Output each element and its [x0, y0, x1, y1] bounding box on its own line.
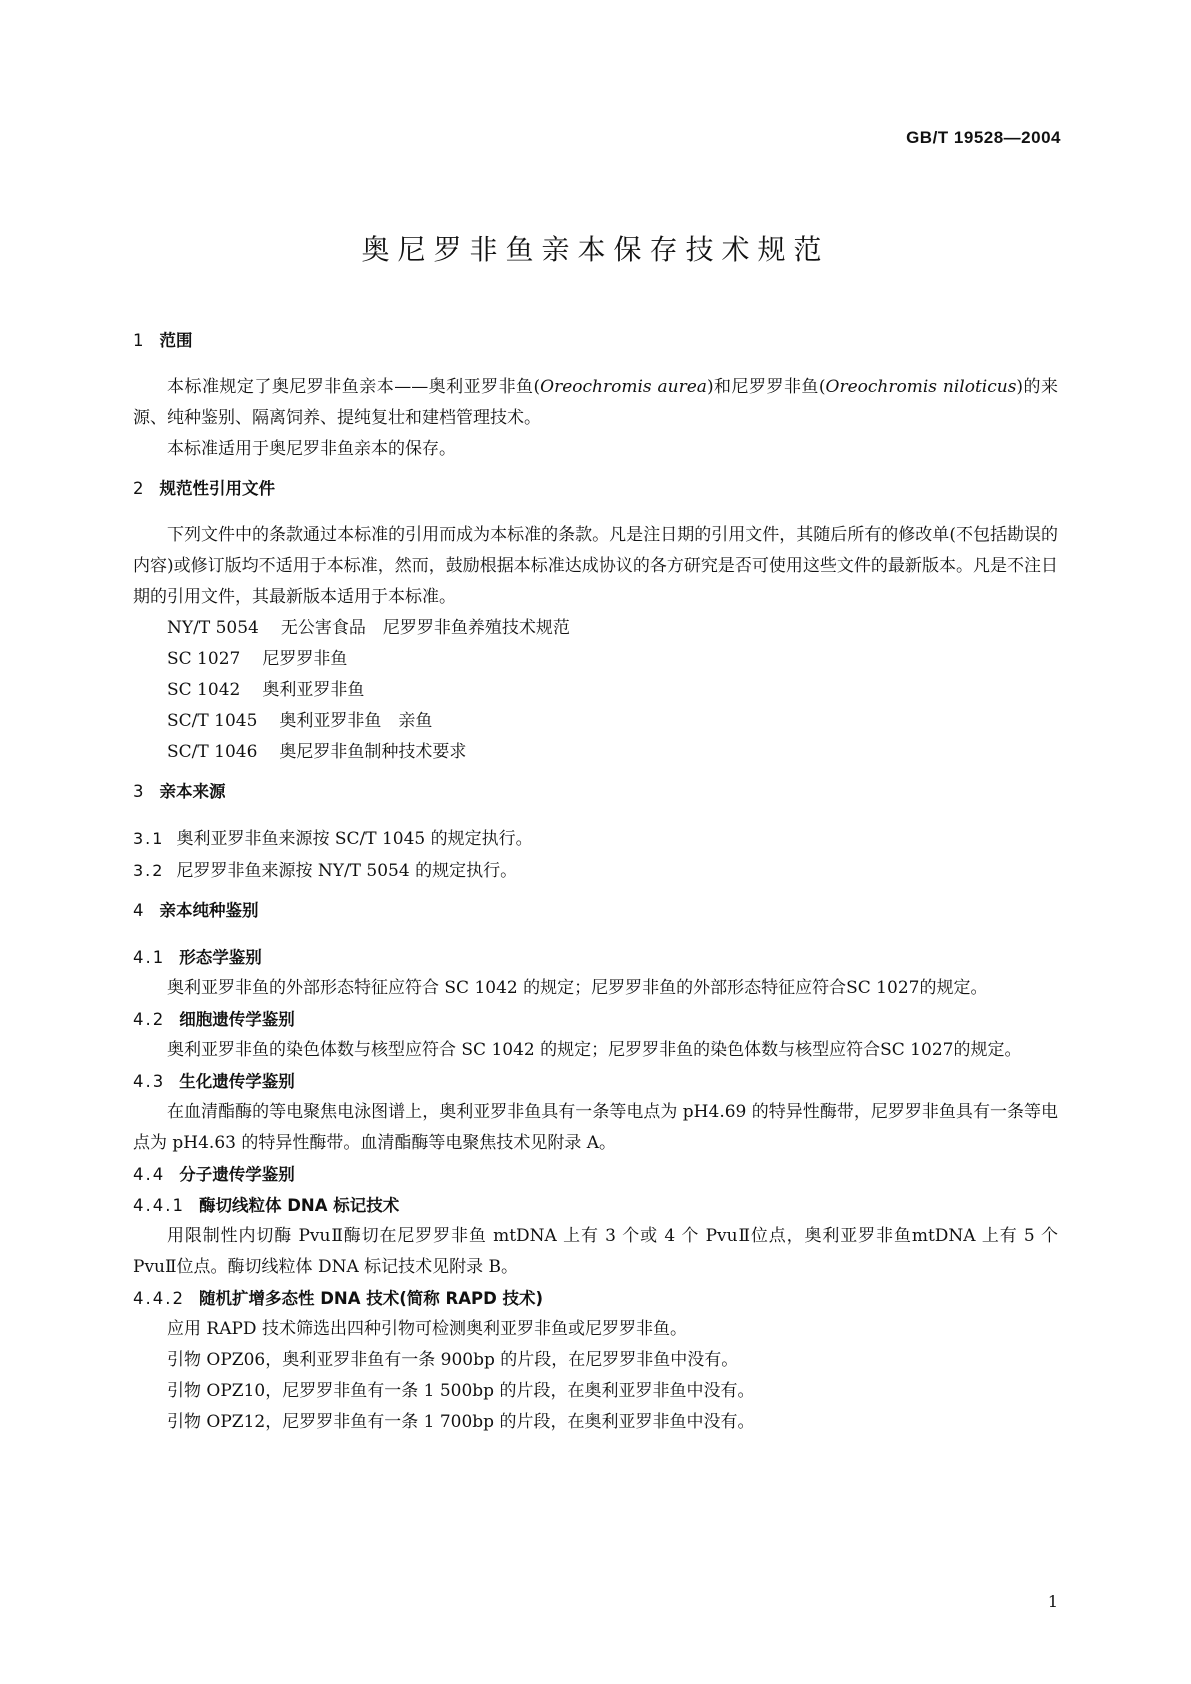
- subsection-4-4-2-heading: 4.4.2 随机扩增多态性 DNA 技术(简称 RAPD 技术): [133, 1289, 544, 1308]
- subsection-4-3-paragraph: 在血清酯酶的等电聚焦电泳图谱上，奥利亚罗非鱼具有一条等电点为 pH4.69 的特异性酶带，尼罗罗非鱼具有一条等电点为 pH4.63 的特异性酶带。血清酯酶等电聚焦技术见附录 A。: [133, 1102, 1058, 1153]
- subsection-4-1-paragraph: 奥利亚罗非鱼的外部形态特征应符合 SC 1042 的规定；尼罗罗非鱼的外部形态特征应符合SC 1027的规定。: [167, 978, 988, 998]
- document-body: [133, 325, 1058, 1438]
- section-title: 亲本来源: [159, 782, 226, 801]
- reference-item: SC 1027 尼罗罗非鱼: [167, 649, 348, 669]
- section-1-paragraph-2: 本标准适用于奥尼罗非鱼亲本的保存。: [167, 439, 456, 459]
- section-number: 3: [133, 782, 146, 801]
- subsection-4-4-1-paragraph: 用限制性内切酶 PvuⅡ酶切在尼罗罗非鱼 mtDNA 上有 3 个或 4 个 PvuⅡ位点，奥利亚罗非鱼mtDNA 上有 5 个 PvuⅡ位点。酶切线粒体 DNA 标记技术见附录 B。: [133, 1226, 1058, 1277]
- reference-item: SC/T 1046 奥尼罗非鱼制种技术要求: [167, 742, 467, 762]
- subsection-4-3-heading: 4.3 生化遗传学鉴别: [133, 1072, 295, 1091]
- section-number: 1: [133, 331, 146, 350]
- subsection-4-1-heading: 4.1 形态学鉴别: [133, 948, 262, 967]
- section-4-heading: [133, 895, 1058, 926]
- species-name: Oreochromis niloticus: [825, 377, 1017, 397]
- document-title: 奥尼罗非鱼亲本保存技术规范: [361, 233, 830, 266]
- section-1-heading: [133, 325, 1058, 356]
- section-3-heading: [133, 776, 1058, 807]
- reference-item: SC/T 1045 奥利亚罗非鱼 亲鱼: [167, 711, 433, 731]
- section-title: 亲本纯种鉴别: [159, 901, 259, 920]
- page-number: 1: [1047, 1592, 1058, 1611]
- section-title: 范围: [159, 331, 193, 350]
- section-1-paragraph-1: 本标准规定了奥尼罗非鱼亲本——奥利亚罗非鱼(Oreochromis aurea)和尼罗罗非鱼(Oreochromis niloticus)的来源、纯种鉴别、隔离饲养、提纯复壮和建档管理技术。: [133, 377, 1059, 428]
- rapd-line: 引物 OPZ06，奥利亚罗非鱼有一条 900bp 的片段，在尼罗罗非鱼中没有。: [167, 1350, 739, 1370]
- reference-item: NY/T 5054 无公害食品 尼罗罗非鱼养殖技术规范: [167, 618, 570, 638]
- rapd-line: 引物 OPZ10，尼罗罗非鱼有一条 1 500bp 的片段，在奥利亚罗非鱼中没有。: [167, 1381, 755, 1401]
- clause-3-1: 3.1 奥利亚罗非鱼来源按 SC/T 1045 的规定执行。: [133, 829, 533, 849]
- standard-code: GB/T 19528—2004: [906, 128, 1061, 147]
- species-name: Oreochromis aurea: [540, 377, 707, 397]
- section-title: 规范性引用文件: [159, 479, 275, 498]
- reference-item: SC 1042 奥利亚罗非鱼: [167, 680, 365, 700]
- subsection-4-4-heading: 4.4 分子遗传学鉴别: [133, 1165, 295, 1184]
- clause-3-2: 3.2 尼罗罗非鱼来源按 NY/T 5054 的规定执行。: [133, 861, 518, 881]
- rapd-line: 引物 OPZ12，尼罗罗非鱼有一条 1 700bp 的片段，在奥利亚罗非鱼中没有。: [167, 1412, 755, 1432]
- subsection-4-4-1-heading: 4.4.1 酶切线粒体 DNA 标记技术: [133, 1196, 400, 1215]
- section-number: 4: [133, 901, 146, 920]
- subsection-4-2-paragraph: 奥利亚罗非鱼的染色体数与核型应符合 SC 1042 的规定；尼罗罗非鱼的染色体数与核型应符合SC 1027的规定。: [167, 1040, 1022, 1060]
- section-2-heading: [133, 473, 1058, 504]
- section-2-paragraph: 下列文件中的条款通过本标准的引用而成为本标准的条款。凡是注日期的引用文件，其随后所有的修改单(不包括勘误的内容)或修订版均不适用于本标准，然而，鼓励根据本标准达成协议的各方研究是否可使用这些文件的最新版本。凡是不注日期的引用文件，其最新版本适用于本标准。: [133, 525, 1058, 607]
- subsection-4-2-heading: 4.2 细胞遗传学鉴别: [133, 1010, 295, 1029]
- reference-list: [133, 613, 1058, 768]
- rapd-line: 应用 RAPD 技术筛选出四种引物可检测奥利亚罗非鱼或尼罗罗非鱼。: [167, 1319, 687, 1339]
- section-number: 2: [133, 479, 146, 498]
